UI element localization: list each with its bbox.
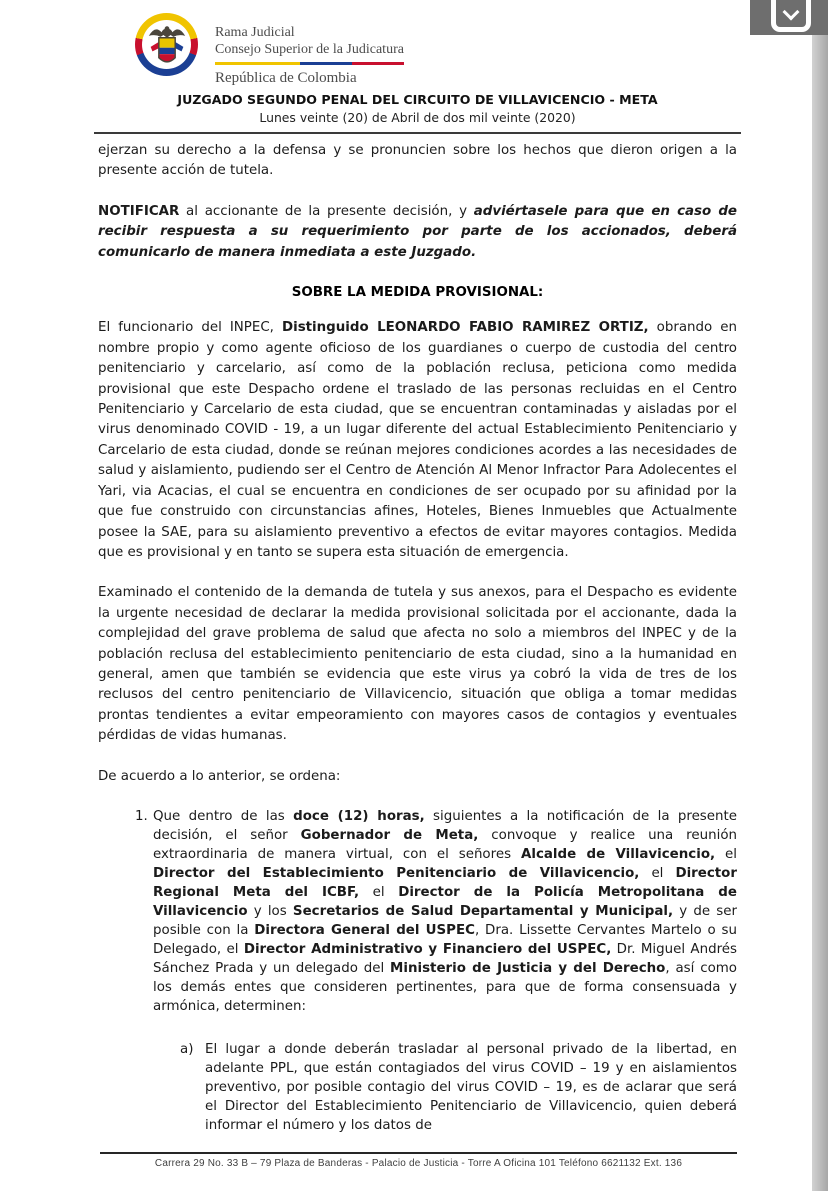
item-text: El lugar a donde deberán trasladar al personal privado de la libertad, en adelante PPL, que están contagiados del virus COVID – 19 y en aislamientos preventivo, por posible contagio del virus COVID – 19, es de aclarar que será el Director del Establecimiento Penitenciario de Villavicencio, quien deberá informar el número y los datos de	[205, 1041, 737, 1133]
rama-judicial-seal-icon	[135, 13, 198, 76]
chevron-down-icon	[783, 4, 800, 21]
paragraph-medida: El funcionario del INPEC, Distinguido LEONARDO FABIO RAMIREZ ORTIZ, obrando en nombre propio y como agente oficioso de los guardianes o cuerpo de custodia del centro penitenciario y carcelario, así como de la población reclusa, peticiona como medida provisional que este Despacho ordene el traslado de las personas recluidas en el Centro Penitenciario y Carcelario de esta ciudad, que se encuentran contaminadas y aisladas por el virus denominado COVID - 19, a un lugar diferente del actual Establecimiento Penitenciario y Carcelario de esta ciudad, donde se reúnan mejores condiciones acordes a las necesidades de salud y aislamiento, pudiendo ser el Centro de Atención Al Menor Infractor Para Adolecentes el Yari, via Acacias, el cual se encuentra en condiciones de ser ocupado por su afinidad por la que fue construido con circunstancias afines, Hoteles, Bienes Inmuebles que Actualmente posee la SAE, para su aislamiento preventivo a efectos de evitar mayores contagios. Medida que es provisional y en tanto se supera esta situación de emergencia.	[98, 320, 737, 560]
paragraph-examinado: Examinado el contenido de la demanda de tutela y sus anexos, para el Despacho es evidente la urgente necesidad de declarar la medida provisional solicitada por el accionante, dada la complejidad del grave problema de salud que afecta no solo a miembros del INPEC y de la población reclusa del establecimiento penitenciario de esta ciudad, sino a la humanidad en general, amen que también se evidencia que este virus ya cobró la vida de tres de los reclusos del centro penitenciario de Villavicencio, situación que obliga a tomar medidas prontas tendientes a evitar empeoramiento con mayores casos de contagios y eventuales pérdidas de vidas humanas.	[98, 585, 737, 744]
paragraph-continuation: ejerzan su derecho a la defensa y se pronuncien sobre los hechos que dieron origen a la presente acción de tutela.	[98, 143, 737, 179]
footer-rule	[100, 1152, 737, 1154]
coat-of-arms-icon	[142, 20, 191, 69]
ordered-item-a	[98, 1040, 737, 1135]
org-name: Rama Judicial	[215, 25, 295, 40]
flag-divider	[215, 62, 404, 65]
paragraph-orden-intro: De acuerdo a lo anterior, se ordena:	[98, 768, 341, 784]
section-heading: SOBRE LA MEDIDA PROVISIONAL:	[291, 285, 544, 301]
item-marker: 1.	[135, 808, 148, 824]
footer-address: Carrera 29 No. 33 B – 79 Plaza de Banderas - Palacio de Justicia - Torre A Oficina 101 Teléfono 6621132 Ext. 136	[154, 1158, 683, 1169]
vertical-scrollbar[interactable]	[812, 0, 828, 1191]
item-marker: a)	[180, 1041, 194, 1057]
org-country: República de Colombia	[215, 70, 357, 86]
header-rule	[94, 132, 741, 134]
page-footer	[100, 1152, 737, 1169]
document-body	[98, 141, 737, 1135]
viewer-toolbar-fragment	[750, 0, 828, 35]
org-subname: Consejo Superior de la Judicatura	[215, 42, 404, 57]
download-icon[interactable]	[771, 0, 811, 32]
letterhead	[135, 13, 737, 87]
paragraph-notificar: NOTIFICAR al accionante de la presente decisión, y adviértasele para que en caso de recibir respuesta a su requerimiento por parte de los accionados, deberá comunicarlo de manera inmediata a este Juzgado.	[98, 203, 738, 260]
item-text: Que dentro de las doce (12) horas, siguientes a la notificación de la presente decisión, el señor Gobernador de Meta, convoque y realice una reunión extraordinaria de manera virtual, con el señores Alcalde de Villavicencio, el Director del Establecimiento Penitenciario de Villavicencio, el Director Regional Meta del ICBF, el Director de la Policía Metropolitana de Villavicencio y los Secretarios de Salud Departamental y Municipal, y de ser posible con la Directora General del USPEC, Dra. Lissette Cervantes Martelo o su Delegado, el Director Administrativo y Financiero del USPEC, Dr. Miguel Andrés Sánchez Prada y un delegado del Ministerio de Justicia y del Derecho, así como los demás entes que consideren pertinentes, para que de forma consensuada y armónica, determinen:	[153, 808, 738, 1014]
letterhead-text	[215, 13, 404, 87]
court-title: JUZGADO SEGUNDO PENAL DEL CIRCUITO DE VILLAVICENCIO - META	[177, 92, 658, 107]
document-date: Lunes veinte (20) de Abril de dos mil veinte (2020)	[259, 110, 576, 125]
ordered-item-1	[98, 807, 737, 1016]
